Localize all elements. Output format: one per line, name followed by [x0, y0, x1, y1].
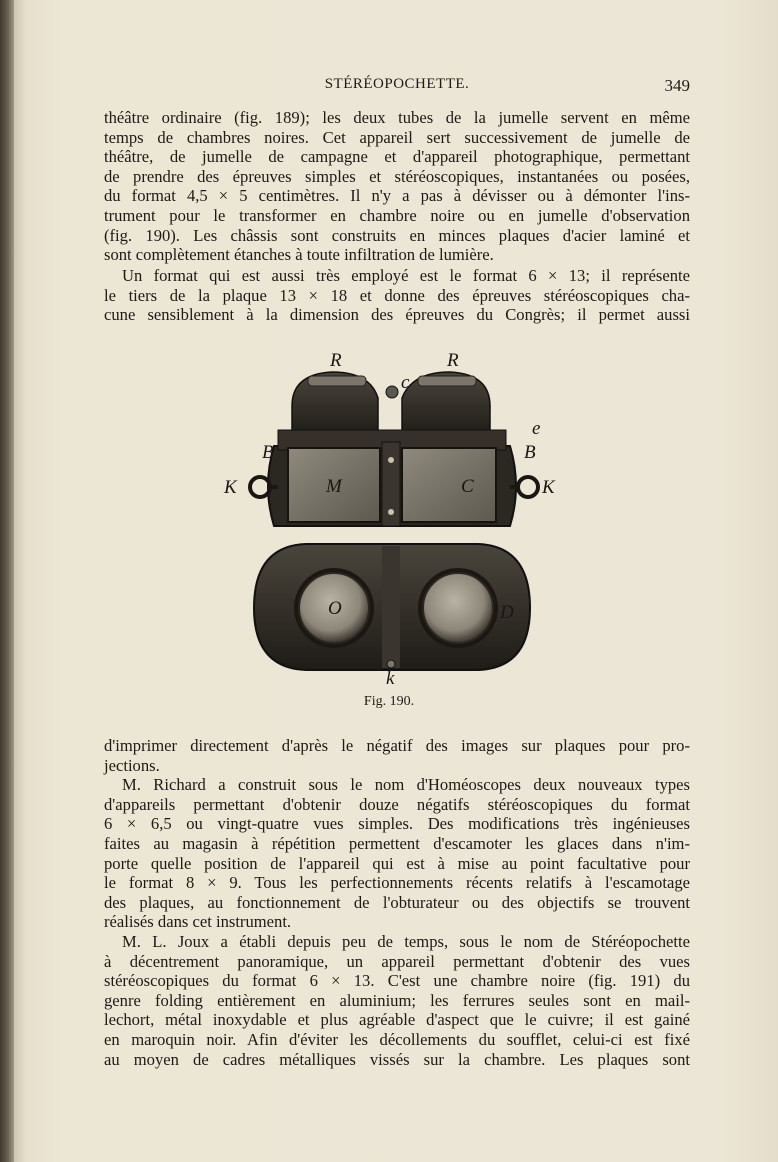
- figure-label-r-right: R: [447, 350, 459, 371]
- figure-caption: Fig. 190.: [363, 694, 415, 709]
- running-title: STÉRÉOPOCHETTE.: [324, 76, 470, 92]
- text-line: porte quelle position de l'appareil qui est à mise au point facultative pour: [104, 853, 690, 873]
- paragraph-3: [104, 736, 690, 1069]
- text-line: jections.: [104, 755, 160, 775]
- figure-190-stereo-binocular-camera: [222, 346, 562, 686]
- figure-label-b-left: B: [262, 442, 274, 463]
- text-line: sont complètement étanches à toute infiltration de lumière.: [104, 245, 494, 265]
- figure-label-k-bottom: k: [386, 668, 395, 686]
- text-line: réalisés dans cet instrument.: [104, 912, 292, 932]
- text-line: des plaques, au fonctionnement de l'obturateur ou des objectifs se trouvent: [104, 892, 690, 912]
- text-line: théâtre, de jumelle de campagne et d'appareil photographique, permettant: [104, 147, 690, 167]
- text-line: de prendre des épreuves simples et stéréoscopiques, instantanées ou posées,: [104, 166, 690, 186]
- text-line: M. Richard a construit sous le nom d'Homéoscopes deux nouveaux types: [122, 775, 690, 795]
- text-line: au moyen de cadres métalliques vissés sur la chambre. Les plaques sont: [104, 1049, 690, 1069]
- text-line: d'imprimer directement d'après le négatif des images sur plaques pour pro-: [104, 736, 690, 755]
- text-line: stéréoscopiques du format 6 × 13. C'est une chambre noire (fig. 191) du: [104, 971, 690, 991]
- running-head: [104, 76, 690, 102]
- text-line: 6 × 6,5 ou vingt-quatre vues simples. Des modifications très ingénieuses: [104, 814, 690, 834]
- figure-label-k-left: K: [224, 477, 237, 498]
- text-line: lechort, métal inoxydable et plus agréable d'aspect que le cuivre; il est gainé: [104, 1010, 690, 1030]
- text-line: M. L. Joux a établi depuis peu de temps, sous le nom de Stéréopochette: [122, 931, 690, 951]
- text-line: théâtre ordinaire (fig. 189); les deux tubes de la jumelle servent en même: [104, 108, 690, 127]
- figure-label-e: e: [532, 418, 541, 439]
- text-line: le format 8 × 9. Tous les perfectionnements récents relatifs à l'escamotage: [104, 873, 690, 893]
- binocular-camera-illustration: [222, 346, 562, 686]
- text-line: le tiers de la plaque 13 × 18 et donne des épreuves stéréoscopiques cha-: [104, 285, 690, 305]
- text-line: en maroquin noir. Afin d'éviter les décollements du soufflet, celui-ci est fixé: [104, 1029, 690, 1049]
- figure-label-d: D: [500, 602, 514, 623]
- text-line: genre folding entièrement en aluminium; les ferrures seules sont en mail-: [104, 990, 690, 1010]
- book-spine-edge: [0, 0, 14, 1162]
- text-line: faites au magasin à répétition permettent d'escamoter les glaces dans n'im-: [104, 833, 690, 853]
- figure-label-r-left: R: [330, 350, 342, 371]
- text-line: Un format qui est aussi très employé est le format 6 × 13; il représente: [122, 266, 690, 285]
- text-line: cune sensiblement à la dimension des épreuves du Congrès; il permet aussi: [104, 305, 690, 325]
- text-line: du format 4,5 × 5 centimètres. Il n'y a pas à dévisser ou à démonter l'ins-: [104, 186, 690, 206]
- text-line: (fig. 190). Les châssis sont construits en minces plaques d'acier laminé et: [104, 225, 690, 245]
- text-line: d'appareils permettant d'obtenir douze négatifs stéréoscopiques du format: [104, 794, 690, 814]
- text-line: trument pour le transformer en chambre noire ou en jumelle d'observation: [104, 205, 690, 225]
- figure-label-b-right: B: [524, 442, 536, 463]
- figure-label-k-right: K: [542, 477, 555, 498]
- text-line: temps de chambres noires. Cet appareil sert successivement de jumelle de: [104, 127, 690, 147]
- figure-label-o: O: [328, 598, 342, 619]
- paragraph-1: [104, 108, 690, 265]
- figure-label-c-panel: C: [461, 476, 474, 497]
- paragraph-2: [104, 266, 690, 325]
- page-number: 349: [664, 76, 690, 95]
- text-line: à décentrement panoramique, un appareil permettant d'obtenir des vues: [104, 951, 690, 971]
- figure-label-c: c: [401, 372, 410, 393]
- figure-label-m: M: [326, 476, 342, 497]
